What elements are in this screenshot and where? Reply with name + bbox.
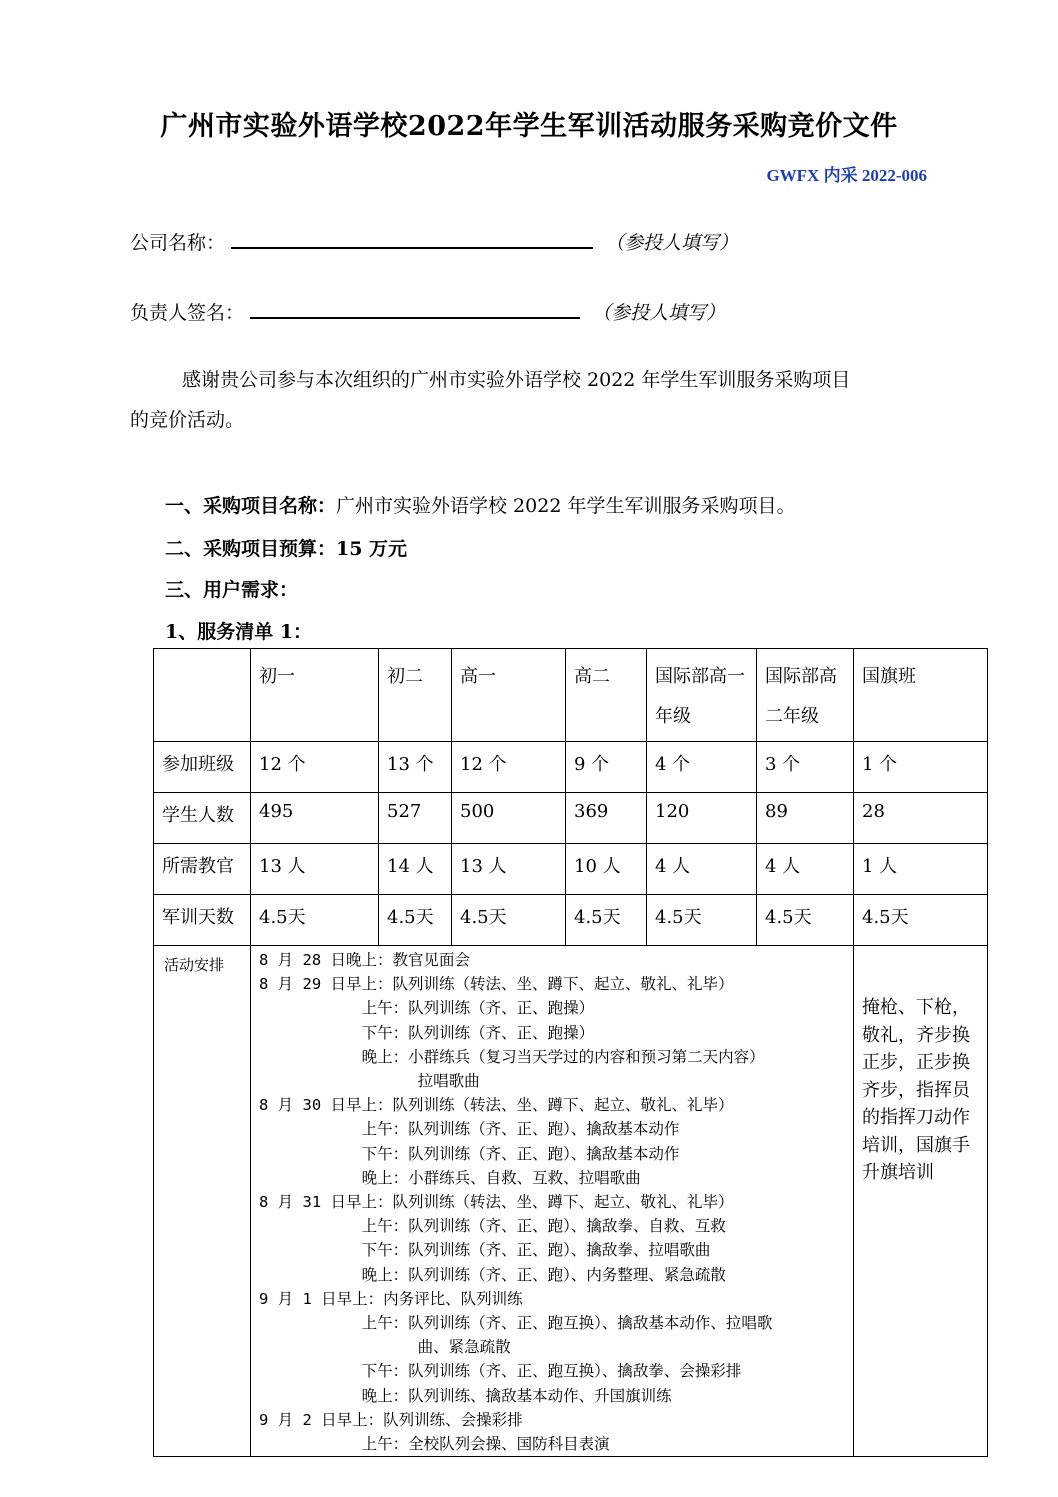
activity-line: 晚上：队列训练（齐、正、跑）、内务整理、紧急疏散 <box>259 1265 726 1284</box>
table-header-row <box>154 649 988 742</box>
item-service-list-label: 1、服务清单 1： <box>165 621 313 643</box>
activity-line: 8 月 30 日早上：队列训练（转法、坐、蹲下、起立、敬礼、礼毕） <box>259 1096 734 1115</box>
activity-line: 9 月 2 日早上：队列训练、会操彩排 <box>259 1410 523 1429</box>
activity-line: 晚上：队列训练、擒敌基本动作、升国旗训练 <box>259 1386 672 1405</box>
table-cell: 12 个 <box>452 742 566 793</box>
table-cell: 4.5天 <box>566 895 647 946</box>
row-label: 参加班级 <box>154 742 251 793</box>
activity-line: 上午：全校队列会操、国防科目表演 <box>259 1435 610 1454</box>
activity-line: 曲、紧急疏散 <box>259 1338 511 1357</box>
row-label: 军训天数 <box>154 895 251 946</box>
intro-paragraph <box>130 360 930 440</box>
activity-line: 上午：队列训练（齐、正、跑）、擒敌拳、自救、互救 <box>259 1217 726 1236</box>
table-cell: 10 人 <box>566 844 647 895</box>
table-cell: 13 个 <box>379 742 452 793</box>
table-cell: 1 个 <box>854 742 988 793</box>
header-cell <box>154 649 251 742</box>
table-cell: 369 <box>566 793 647 844</box>
company-name-label: 公司名称： <box>130 232 226 254</box>
table-row <box>154 742 988 793</box>
activity-line: 上午：队列训练（齐、正、跑操） <box>259 999 595 1018</box>
table-cell: 14 人 <box>379 844 452 895</box>
table-cell: 4.5天 <box>251 895 379 946</box>
company-name-blank[interactable] <box>231 230 593 249</box>
table-cell: 4.5天 <box>647 895 757 946</box>
table-cell: 4.5天 <box>452 895 566 946</box>
item-service-list <box>165 617 312 644</box>
activity-row <box>154 946 988 1457</box>
activity-line: 晚上：小群练兵、自救、互救、拉唱歌曲 <box>259 1168 641 1187</box>
table-row <box>154 844 988 895</box>
activity-line: 8 月 28 日晚上：教官见面会 <box>259 951 470 969</box>
item-project-name-label: 一、采购项目名称： <box>165 495 337 517</box>
activity-line: 下午：队列训练（齐、正、跑互换）、擒敌拳、会操彩排 <box>259 1362 742 1381</box>
table-cell: 9 个 <box>566 742 647 793</box>
table-cell: 13 人 <box>251 844 379 895</box>
table-cell: 1 人 <box>854 844 988 895</box>
item-budget-label: 二、采购项目预算：15 万元 <box>165 538 408 560</box>
table-cell: 89 <box>757 793 854 844</box>
header-cell: 高一 <box>452 649 566 742</box>
flag-team-note: 掩枪、下枪，敬礼，齐步换正步，正步换齐步，指挥员的指挥刀动作培训，国旗手升旗培训 <box>854 946 988 1457</box>
company-name-hint: （参投人填写） <box>605 232 739 254</box>
activity-line: 8 月 31 日早上：队列训练（转法、坐、蹲下、起立、敬礼、礼毕） <box>259 1193 734 1212</box>
activity-lines <box>259 948 853 1456</box>
activity-line: 下午：队列训练（齐、正、跑）、擒敌拳、拉唱歌曲 <box>259 1241 711 1260</box>
activity-schedule <box>251 946 854 1457</box>
table-cell: 13 人 <box>452 844 566 895</box>
signer-label: 负责人签名： <box>130 302 245 324</box>
intro-line-1: 感谢贵公司参与本次组织的广州市实验外语学校 2022 年学生军训服务采购项目 <box>182 369 851 391</box>
item-project-name-value: 广州市实验外语学校 2022 年学生军训服务采购项目。 <box>336 495 796 517</box>
activity-line: 9 月 1 日早上：内务评比、队列训练 <box>259 1289 523 1308</box>
table-cell: 4 个 <box>647 742 757 793</box>
activity-line: 上午：队列训练（齐、正、跑互换）、擒敌基本动作、拉唱歌 <box>259 1314 773 1333</box>
table-cell: 4.5天 <box>757 895 854 946</box>
header-cell: 初一 <box>251 649 379 742</box>
item-requirements <box>165 575 298 602</box>
signer-line <box>130 298 725 325</box>
signer-blank[interactable] <box>250 300 580 319</box>
table-cell: 4.5天 <box>379 895 452 946</box>
document-code: GWFX 内采 2022-006 <box>766 166 927 185</box>
table-cell: 28 <box>854 793 988 844</box>
header-cell: 国旗班 <box>854 649 988 742</box>
item-project-name <box>165 491 795 518</box>
item-budget <box>165 534 407 561</box>
signer-hint: （参投人填写） <box>592 302 726 324</box>
document-title: 广州市实验外语学校2022年学生军训活动服务采购竞价文件 <box>160 111 898 142</box>
header-cell: 高二 <box>566 649 647 742</box>
header-cell: 国际部高一年级 <box>647 649 757 742</box>
activity-line: 下午：队列训练（齐、正、跑）、擒敌基本动作 <box>259 1144 680 1163</box>
activity-label: 活动安排 <box>154 946 251 1457</box>
row-label: 所需教官 <box>154 844 251 895</box>
activity-line: 拉唱歌曲 <box>259 1072 480 1091</box>
table-cell: 495 <box>251 793 379 844</box>
table-cell: 4.5天 <box>854 895 988 946</box>
company-name-line <box>130 228 738 255</box>
table-cell: 12 个 <box>251 742 379 793</box>
table-cell: 500 <box>452 793 566 844</box>
table-cell: 4 人 <box>757 844 854 895</box>
table-cell: 527 <box>379 793 452 844</box>
table-row <box>154 895 988 946</box>
table-row <box>154 793 988 844</box>
activity-line: 晚上：小群练兵（复习当天学过的内容和预习第二天内容） <box>259 1047 765 1066</box>
activity-line: 8 月 29 日早上：队列训练（转法、坐、蹲下、起立、敬礼、礼毕） <box>259 975 734 994</box>
table-cell: 120 <box>647 793 757 844</box>
item-requirements-label: 三、用户需求： <box>165 579 299 601</box>
service-table <box>153 648 988 1457</box>
table-cell: 3 个 <box>757 742 854 793</box>
activity-line: 上午：队列训练（齐、正、跑）、擒敌基本动作 <box>259 1120 680 1139</box>
intro-line-2: 的竞价活动。 <box>130 409 245 431</box>
header-cell: 初二 <box>379 649 452 742</box>
table-cell: 4 人 <box>647 844 757 895</box>
row-label: 学生人数 <box>154 793 251 844</box>
header-cell: 国际部高二年级 <box>757 649 854 742</box>
activity-line: 下午：队列训练（齐、正、跑操） <box>259 1023 595 1042</box>
